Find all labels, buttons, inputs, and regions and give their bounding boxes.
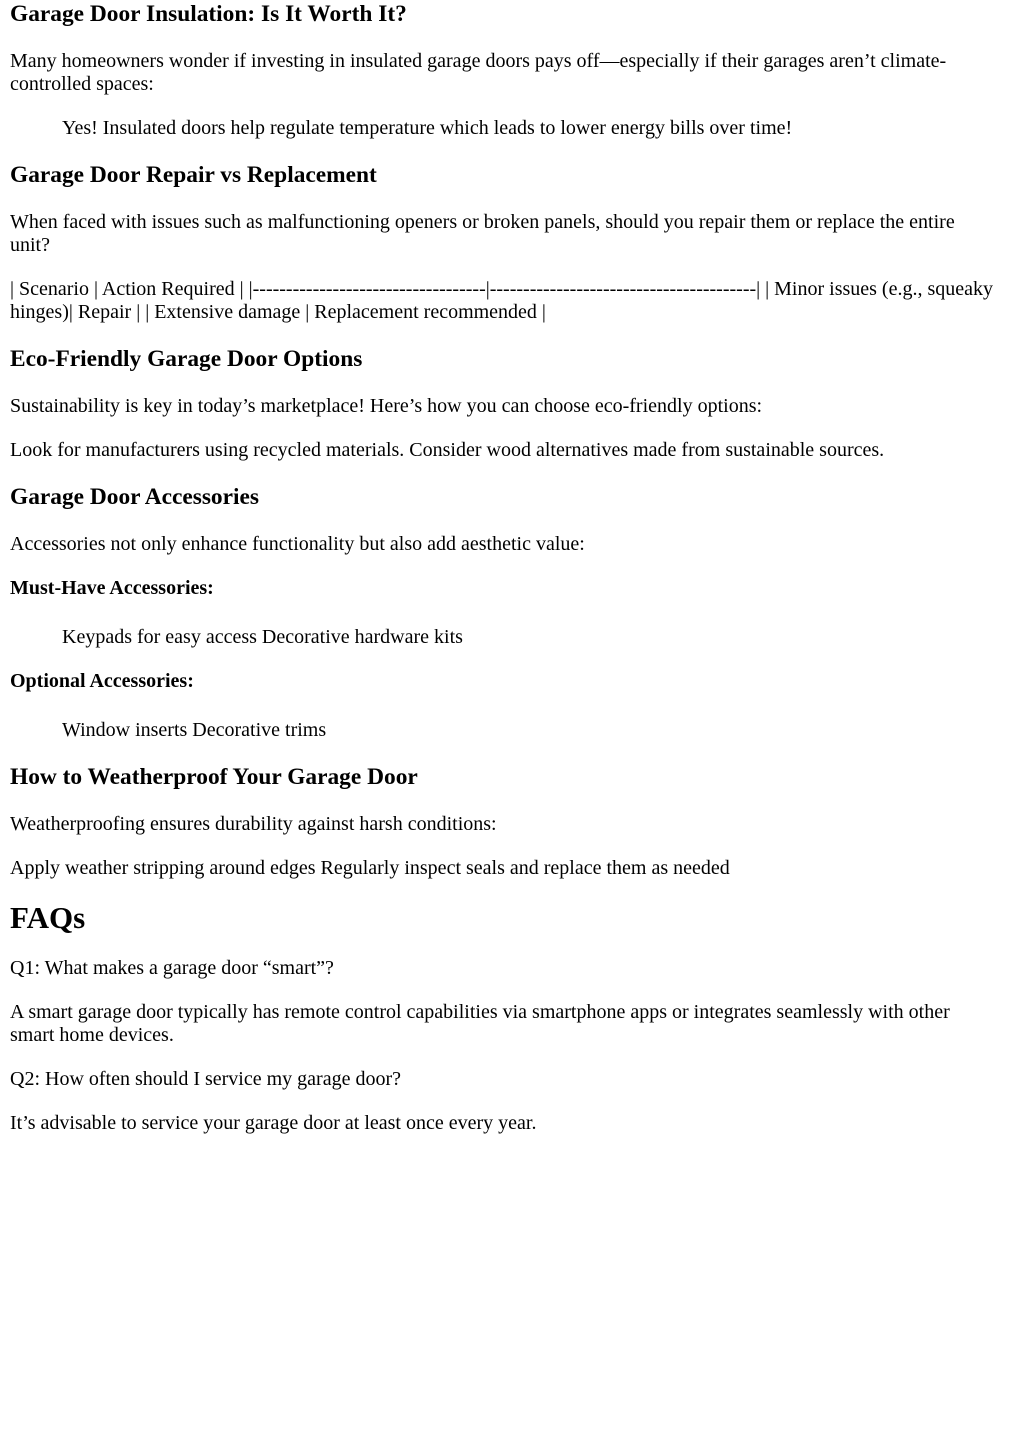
section-heading-accessories: Garage Door Accessories (10, 484, 259, 510)
optional-heading: Optional Accessories: (10, 670, 194, 692)
must-have-heading: Must-Have Accessories: (10, 577, 214, 599)
insulation-quote: Yes! Insulated doors help regulate temperature which leads to lower energy bills over time! (62, 117, 793, 139)
weatherproof-tips: Apply weather stripping around edges Regularly inspect seals and replace them as needed (10, 857, 730, 879)
faq-answer-2: It’s advisable to service your garage door at least once every year. (10, 1112, 537, 1134)
insulation-intro: Many homeowners wonder if investing in insulated garage doors pays off—especially if their garages aren’t climate-controlled spaces: (10, 50, 947, 95)
eco-intro: Sustainability is key in today’s marketplace! Here’s how you can choose eco-friendly options: (10, 395, 763, 417)
repair-intro: When faced with issues such as malfunctioning openers or broken panels, should you repair them or replace the entire unit? (10, 211, 955, 256)
section-heading-repair: Garage Door Repair vs Replacement (10, 162, 377, 188)
section-heading-weatherproof: How to Weatherproof Your Garage Door (10, 764, 418, 790)
faqs-heading: FAQs (10, 900, 86, 935)
repair-table-text: | Scenario | Action Required | |-----------------------------------|----------------------------------------| | Minor issues (e.g., squeaky hinges)| Repair | | Extensive damage | Replacement recommended | (10, 278, 994, 323)
faq-question-1: Q1: What makes a garage door “smart”? (10, 957, 334, 979)
section-heading-insulation: Garage Door Insulation: Is It Worth It? (10, 1, 407, 27)
must-have-items: Keypads for easy access Decorative hardware kits (62, 626, 463, 648)
accessories-intro: Accessories not only enhance functionality but also add aesthetic value: (10, 533, 585, 555)
faq-question-2: Q2: How often should I service my garage door? (10, 1068, 401, 1090)
optional-items: Window inserts Decorative trims (62, 719, 327, 741)
article-body (0, 1, 1002, 1135)
faq-answer-1: A smart garage door typically has remote control capabilities via smartphone apps or integrates seamlessly with other smart home devices. (10, 1001, 950, 1046)
eco-tips: Look for manufacturers using recycled materials. Consider wood alternatives made from sustainable sources. (10, 439, 885, 461)
section-heading-eco: Eco-Friendly Garage Door Options (10, 346, 363, 372)
weatherproof-intro: Weatherproofing ensures durability against harsh conditions: (10, 813, 497, 835)
